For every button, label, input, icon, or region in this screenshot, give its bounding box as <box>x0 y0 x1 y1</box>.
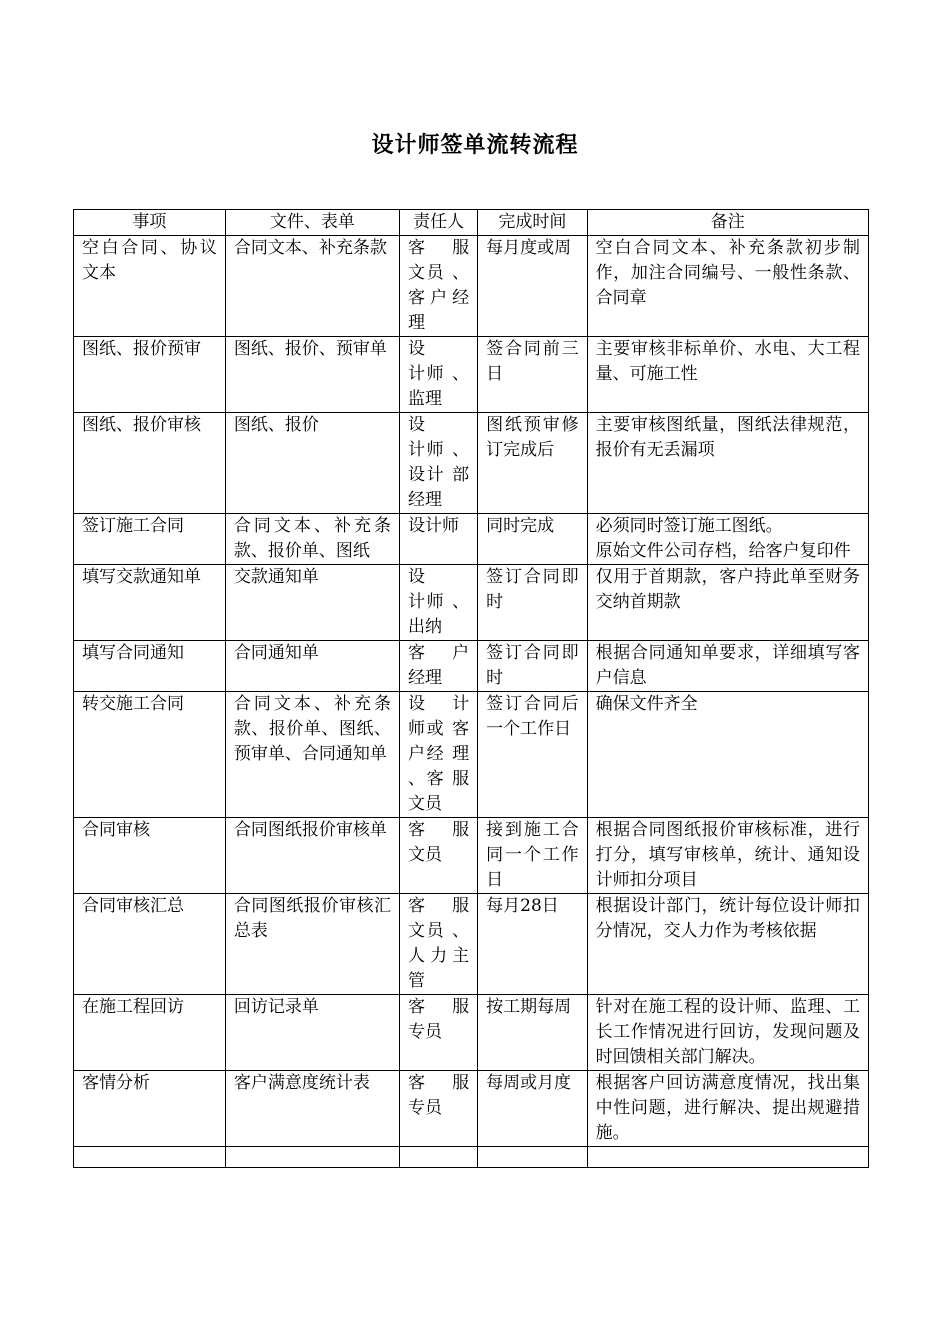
cell-completion-time: 签合同前三日 <box>478 337 587 413</box>
cell-documents: 图纸、报价 <box>225 413 399 514</box>
table-row <box>74 337 869 413</box>
cell-notes: 根据客户回访满意度情况，找出集中性问题，进行解决、提出规避措施。 <box>587 1071 868 1147</box>
cell-empty <box>587 1147 868 1168</box>
cell-notes: 主要审核非标单价、水电、大工程量、可施工性 <box>587 337 868 413</box>
cell-responsible: 设计师 <box>400 514 478 565</box>
cell-notes: 必须同时签订施工图纸。 原始文件公司存档，给客户复印件 <box>587 514 868 565</box>
table-row <box>74 1071 869 1147</box>
cell-completion-time: 图纸预审修订完成后 <box>478 413 587 514</box>
cell-item: 填写交款通知单 <box>74 565 226 641</box>
cell-completion-time: 每月度或周 <box>478 236 587 337</box>
cell-documents: 合同通知单 <box>225 641 399 692</box>
cell-documents: 合同图纸报价审核汇总表 <box>225 894 399 995</box>
table-row <box>74 894 869 995</box>
cell-completion-time: 接到施工合同一个工作日 <box>478 818 587 894</box>
cell-completion-time: 签订合同后一个工作日 <box>478 692 587 818</box>
cell-notes: 针对在施工程的设计师、监理、工长工作情况进行回访，发现问题及时回馈相关部门解决。 <box>587 995 868 1071</box>
cell-item: 合同审核 <box>74 818 226 894</box>
header-item: 事项 <box>74 210 226 236</box>
header-completion-time: 完成时间 <box>478 210 587 236</box>
cell-documents: 合同文本、补充条款、报价单、图纸 <box>225 514 399 565</box>
cell-notes: 仅用于首期款，客户持此单至财务交纳首期款 <box>587 565 868 641</box>
header-responsible: 责任人 <box>400 210 478 236</box>
cell-item: 合同审核汇总 <box>74 894 226 995</box>
table-row <box>74 692 869 818</box>
cell-notes: 根据合同通知单要求，详细填写客户信息 <box>587 641 868 692</box>
cell-documents: 合同文本、补充条款 <box>225 236 399 337</box>
cell-notes: 确保文件齐全 <box>587 692 868 818</box>
cell-empty <box>225 1147 399 1168</box>
cell-responsible: 设 计师 、 出纳 <box>400 565 478 641</box>
cell-responsible: 设 计 师或 客 户经 理 、客 服 文员 <box>400 692 478 818</box>
cell-item: 签订施工合同 <box>74 514 226 565</box>
cell-completion-time: 每周或月度 <box>478 1071 587 1147</box>
cell-completion-time: 签订合同即时 <box>478 565 587 641</box>
table-row <box>74 236 869 337</box>
cell-empty <box>400 1147 478 1168</box>
cell-documents: 合同文本、补充条款、报价单、图纸、预审单、合同通知单 <box>225 692 399 818</box>
cell-completion-time: 每月28日 <box>478 894 587 995</box>
table-row <box>74 641 869 692</box>
cell-item: 在施工程回访 <box>74 995 226 1071</box>
table-header-row <box>74 210 869 236</box>
cell-documents: 图纸、报价、预审单 <box>225 337 399 413</box>
table-row <box>74 514 869 565</box>
cell-documents: 回访记录单 <box>225 995 399 1071</box>
cell-notes: 根据合同图纸报价审核标准，进行打分，填写审核单，统计、通知设计师扣分项目 <box>587 818 868 894</box>
table-row <box>74 413 869 514</box>
cell-notes: 主要审核图纸量，图纸法律规范，报价有无丢漏项 <box>587 413 868 514</box>
cell-responsible: 设 计师 、 设计 部 经理 <box>400 413 478 514</box>
cell-responsible: 客 服 文员 、 客户经理 <box>400 236 478 337</box>
table-row-empty <box>74 1147 869 1168</box>
table-row <box>74 818 869 894</box>
cell-notes: 根据设计部门，统计每位设计师扣分情况，交人力作为考核依据 <box>587 894 868 995</box>
page-title: 设计师签单流转流程 <box>371 133 579 158</box>
cell-responsible: 设 计师 、 监理 <box>400 337 478 413</box>
cell-item: 客情分析 <box>74 1071 226 1147</box>
cell-empty <box>478 1147 587 1168</box>
cell-documents: 合同图纸报价审核单 <box>225 818 399 894</box>
cell-documents: 客户满意度统计表 <box>225 1071 399 1147</box>
cell-item: 图纸、报价审核 <box>74 413 226 514</box>
cell-item: 转交施工合同 <box>74 692 226 818</box>
cell-completion-time: 按工期每周 <box>478 995 587 1071</box>
cell-responsible: 客 户 经理 <box>400 641 478 692</box>
table-row <box>74 565 869 641</box>
cell-completion-time: 同时完成 <box>478 514 587 565</box>
cell-responsible: 客 服 文员 、 人力主管 <box>400 894 478 995</box>
process-table <box>73 209 869 1168</box>
table-row <box>74 995 869 1071</box>
cell-completion-time: 签订合同即时 <box>478 641 587 692</box>
cell-responsible: 客 服 文员 <box>400 818 478 894</box>
header-notes: 备注 <box>587 210 868 236</box>
cell-item: 空白合同、协议文本 <box>74 236 226 337</box>
header-documents: 文件、表单 <box>225 210 399 236</box>
cell-documents: 交款通知单 <box>225 565 399 641</box>
cell-notes: 空白合同文本、补充条款初步制作，加注合同编号、一般性条款、合同章 <box>587 236 868 337</box>
cell-responsible: 客 服 专员 <box>400 995 478 1071</box>
cell-item: 填写合同通知 <box>74 641 226 692</box>
cell-responsible: 客 服 专员 <box>400 1071 478 1147</box>
cell-item: 图纸、报价预审 <box>74 337 226 413</box>
cell-empty <box>74 1147 226 1168</box>
